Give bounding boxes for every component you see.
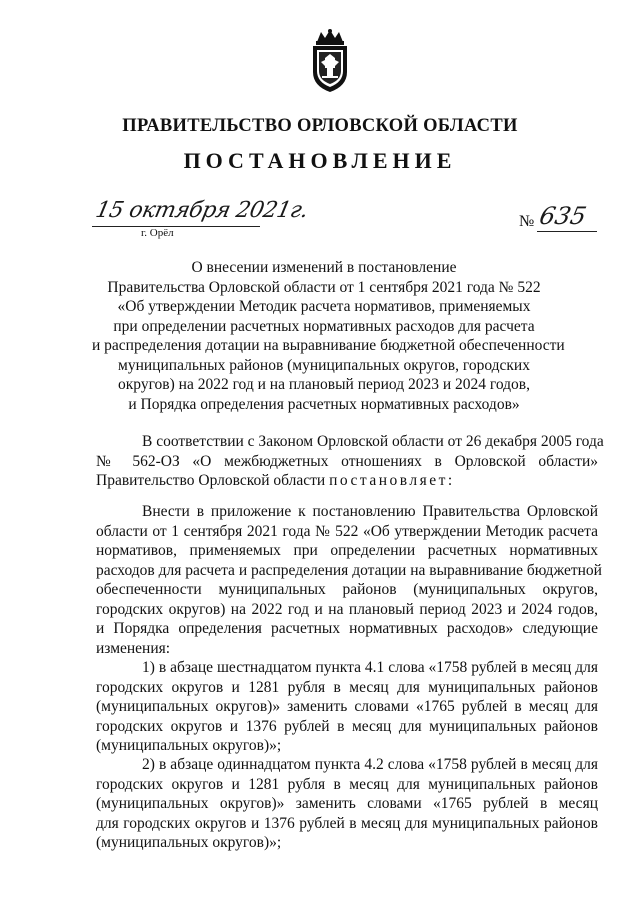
document-type: ПОСТАНОВЛЕНИЕ	[183, 148, 457, 173]
handwritten-number: 635	[537, 202, 589, 230]
paragraph-line: области от 1 сентября 2021 года № 522 «Об утверждении Методик расчета	[96, 522, 598, 540]
paragraph-line: Внести в приложение к постановлению Правительства Орловской	[142, 503, 598, 520]
preamble-line: В соответствии с Законом Орловской области от 26 декабря 2005 года	[142, 433, 604, 450]
document-title	[92, 258, 565, 414]
number-underline	[537, 231, 597, 232]
paragraph-line: нормативов, применяемых при определении расчетных нормативных	[96, 542, 598, 559]
item-line: для городских округов и 1376 рублей в месяц для муниципальных районов	[96, 814, 598, 832]
item-line: городских округов и 1281 рубля в месяц для муниципальных районов	[96, 775, 598, 793]
paragraph-line: обеспеченности муниципальных районов (муниципальных округов,	[96, 581, 598, 598]
preamble-line: № 562-ОЗ «О межбюджетных отношениях в Орловской области»	[96, 452, 598, 470]
item-line: 1) в абзаце шестнадцатом пункта 4.1 слова «1758 рублей в месяц для	[142, 659, 598, 676]
number-sign: №	[519, 213, 535, 230]
preamble-line	[96, 471, 598, 491]
date-underline	[92, 226, 260, 227]
paragraph-line: изменения:	[96, 639, 171, 657]
city-label: г. Орёл	[141, 227, 174, 239]
item-line: (муниципальных округов)» заменить словами «1765 рублей в месяц для	[96, 698, 598, 715]
main-paragraph	[96, 502, 602, 658]
paragraph-line: городских округов) на 2022 год и на плановый период 2023 и 2024 годов,	[96, 600, 598, 618]
item-line: (муниципальных округов)»;	[96, 737, 282, 754]
title-line: «Об утверждении Методик расчета нормативов, применяемых	[117, 298, 531, 315]
paragraph-line: расходов для расчета и распределения дотации на выравнивание бюджетной	[96, 561, 602, 579]
list-item-2	[96, 755, 598, 853]
handwritten-date: 15 октября 2021г.	[93, 198, 311, 223]
preamble-prefix: Правительство Орловской области	[96, 472, 330, 489]
item-line: городских округов и 1376 рублей в месяц для муниципальных районов	[96, 717, 598, 735]
item-line: городских округов и 1281 рубля в месяц для муниципальных районов	[96, 678, 598, 696]
organization-title: ПРАВИТЕЛЬСТВО ОРЛОВСКОЙ ОБЛАСТИ	[122, 116, 518, 136]
decree-word: постановляет:	[329, 472, 455, 489]
title-line: О внесении изменений в постановление	[191, 259, 457, 276]
title-line: и Порядка определения расчетных нормативных расходов»	[128, 395, 520, 413]
title-line: муниципальных районов (муниципальных округов, городских	[118, 356, 530, 374]
title-line: при определении расчетных нормативных расходов для расчета	[113, 317, 535, 335]
title-line: и распределения дотации на выравнивание бюджетной обеспеченности	[92, 337, 565, 354]
item-line: (муниципальных округов)» заменить словами «1765 рублей в месяц	[96, 795, 598, 812]
title-line: округов) на 2022 год и на плановый период 2023 и 2024 годов,	[118, 376, 530, 393]
preamble	[96, 432, 604, 491]
item-line: 2) в абзаце одиннадцатом пункта 4.2 слова «1758 рублей в месяц для	[142, 756, 598, 773]
item-line: (муниципальных округов)»;	[96, 834, 282, 851]
paragraph-line: и Порядка определения расчетных нормативных расходов» следующие	[96, 620, 598, 637]
title-line: Правительства Орловской области от 1 сентября 2021 года № 522	[107, 278, 541, 296]
coat-of-arms-icon	[303, 28, 357, 94]
list-item-1	[96, 658, 598, 756]
